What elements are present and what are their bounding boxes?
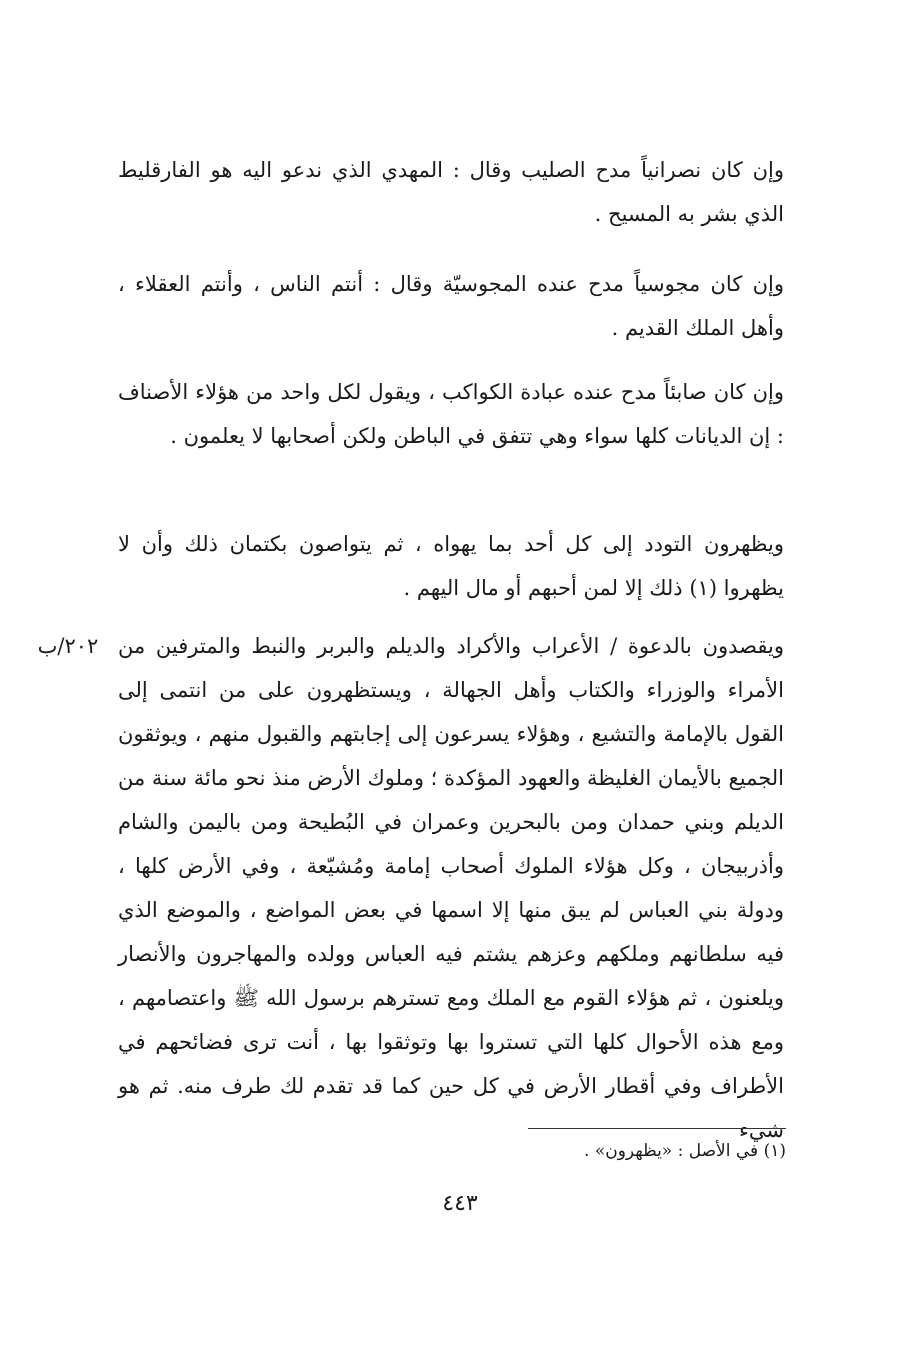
paragraph-sabian	[118, 370, 784, 458]
paragraph-dawa	[118, 624, 784, 1152]
paragraph-christian	[118, 148, 784, 236]
paragraph-text: ويظهرون التودد إلى كل أحد بما يهواه ، ثم يتواصون بكتمان ذلك وأن لا يظهروا (١) ذلك إلا لمن أحبهم أو مال اليهم .	[118, 532, 784, 600]
footnote-divider	[528, 1128, 786, 1129]
paragraph-affection	[118, 522, 784, 610]
footnote: (١) في الأصل : «يظهرون» .	[584, 1141, 786, 1161]
manuscript-folio-marker: ٢٠٢/ب	[37, 634, 99, 658]
page-number: ٤٤٣	[442, 1191, 478, 1216]
paragraph-text: وإن كان نصرانياً مدح الصليب وقال : المهدي الذي ندعو اليه هو الفارقليط الذي بشر به المسيح .	[118, 158, 784, 226]
paragraph-text: وإن كان صابئاً مدح عنده عبادة الكواكب ، ويقول لكل واحد من هؤلاء الأصناف : إن الديانات كلها سواء وهي تتفق في الباطن ولكن أصحابها لا يعلمون .	[118, 380, 784, 448]
paragraph-magian	[118, 262, 784, 350]
paragraph-text: وإن كان مجوسياً مدح عنده المجوسيّة وقال : أنتم الناس ، وأنتم العقلاء ، وأهل الملك القديم .	[118, 272, 784, 340]
paragraph-text: ويقصدون بالدعوة / الأعراب والأكراد والديلم والبربر والنبط والمترفين من الأمراء والوزراء والكتاب وأهل الجهالة ، ويستظهرون على من انتمى إلى القول بالإمامة والتشيع ، وهؤلاء يسرعون إلى إجابتهم والقبول منهم ، ويوثقون الجميع بالأيمان الغليظة والعهود المؤكدة ؛ وملوك الأرض منذ نحو مائة سنة من الديلم وبني حمدان ومن بالبحرين وعمران في البُطيحة ومن باليمن والشام وأذربيجان ، وكل هؤلاء الملوك أصحاب إمامة ومُشيّعة ، وفي الأرض كلها ، ودولة بني العباس لم يبق منها إلا اسمها في بعض المواضع ، والموضع الذي فيه سلطانهم وملكهم وعزهم يشتم فيه العباس وولده والمهاجرون والأنصار ويلعنون ، ثم هؤلاء القوم مع الملك ومع تسترهم برسول الله ﷺ واعتصامهم ، ومع هذه الأحوال كلها التي تستروا بها وتوثقوا بها ، أنت ترى فضائحهم في الأطراف وفي أقطار الأرض في كل حين كما قد تقدم لك طرف منه. ثم هو شيء	[118, 634, 784, 1142]
